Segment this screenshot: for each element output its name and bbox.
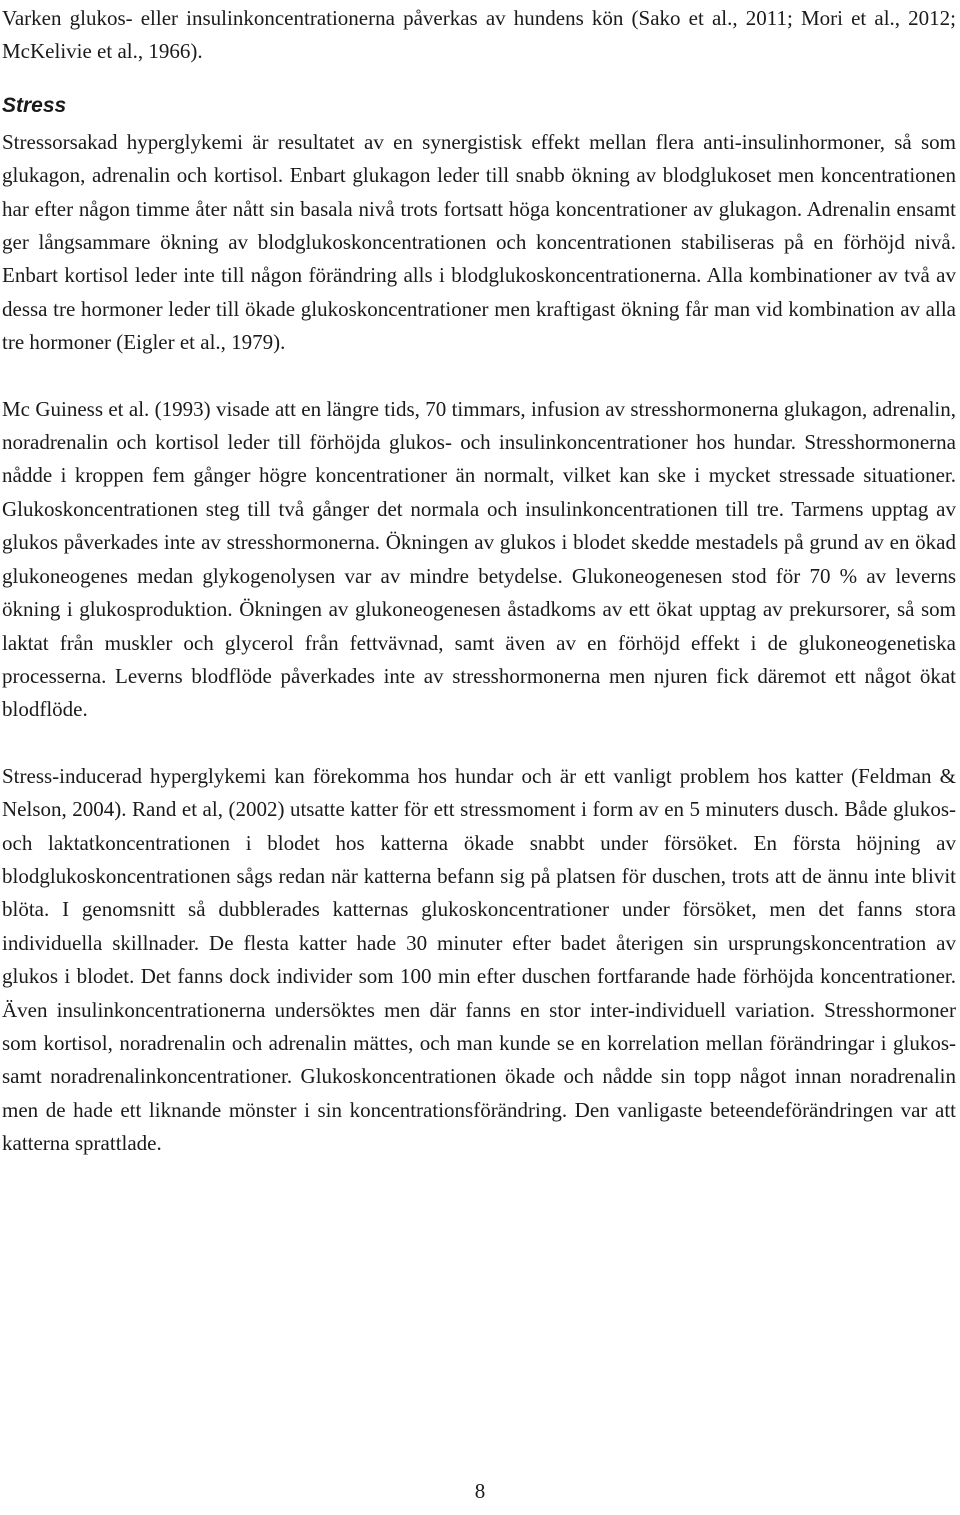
section-heading-stress: Stress (2, 93, 67, 117)
paragraph-stress-hyperglycemia: Stressorsakad hyperglykemi är resultatet av en synergistisk effekt mellan flera anti-insulinhormoner, så som glukagon, adrenalin och kortisol. Enbart glukagon leder till snabb ökning av blodglukoset men koncentrationen har efter någon timme åter nått sin basala nivå trots fortsatt höga koncentrationer av glukagon. Adrenalin ensamt ger långsammare ökning av blodglukoskoncentrationen och koncentrationen stabiliseras på en förhöjd nivå. Enbart kortisol leder inte till någon förändring alls i blodglukoskoncentrationerna. Alla kombinationer av två av dessa tre hormoner leder till ökade glukoskoncentrationer men kraftigast ökning får man vid kombination av alla tre hormoner (Eigler et al., 1979). (2, 129, 956, 355)
document-body (2, 2, 956, 1161)
paragraph-mc-guiness-study: Mc Guiness et al. (1993) visade att en längre tids, 70 timmars, infusion av stresshormonerna glukagon, adrenalin, noradrenalin och kortisol leder till förhöjda glukos- och insulinkoncentrationer hos hundar. Stresshormonerna nådde i kroppen fem gånger högre koncentrationer än normalt, vilket kan ske i mycket stressade situationer. Glukoskoncentrationen steg till två gånger det normala och insulinkoncentrationen till tre. Tarmens upptag av glukos påverkades inte av stresshormonerna. Ökningen av glukos i blodet skedde mestadels på grund av en ökad glukoneogenes medan glykogenolysen var av mindre betydelse. Glukoneogenesen stod för 70 % av leverns ökning i glukosproduktion. Ökningen av glukoneogenesen åstadkoms av ett ökat upptag av prekursorer, så som laktat från muskler och glycerol från fettvävnad, samt även av en förhöjd effekt i de glukoneogenetiska processerna. Leverns blodflöde påverkades inte av stresshormonerna men njuren fick däremot ett något ökat blodflöde. (2, 396, 956, 722)
paragraph-stress-induced-cats: Stress-inducerad hyperglykemi kan förekomma hos hundar och är ett vanligt problem hos katter (Feldman & Nelson, 2004). Rand et al, (2002) utsatte katter för ett stressmoment i form av en 5 minuters dusch. Både glukos- och laktatkoncentrationen i blodet hos katterna ökade snabbt under försöket. En första höjning av blodglukoskoncentrationen sågs redan när katterna befann sig på platsen för duschen, trots att de ännu inte blivit blöta. I genomsnitt så dubblerades katternas glukoskoncentrationer under försöket, men det fanns stora individuella skillnader. De flesta katter hade 30 minuter efter badet återigen sin ursprungskoncentration av glukos i blodet. Det fanns dock individer som 100 min efter duschen fortfarande hade förhöjda koncentrationer. Även insulinkoncentrationerna undersöktes men där fanns en stor inter-individuell variation. Stresshormoner som kortisol, noradrenalin och adrenalin mättes, och man kunde se en korrelation mellan förändringar i glukos- samt noradrenalinkoncentrationer. Glukoskoncentrationen ökade och nådde sin topp något innan noradrenalin men de hade ett liknande mönster i sin koncentrationsförändring. Den vanligaste beteendeförändringen var att katterna sprattlade. (2, 763, 956, 1156)
page-number: 8 (474, 1479, 486, 1503)
intro-paragraph: Varken glukos- eller insulinkoncentrationerna påverkas av hundens kön (Sako et al., 2011; Mori et al., 2012; McKelivie et al., 1966). (2, 6, 956, 64)
